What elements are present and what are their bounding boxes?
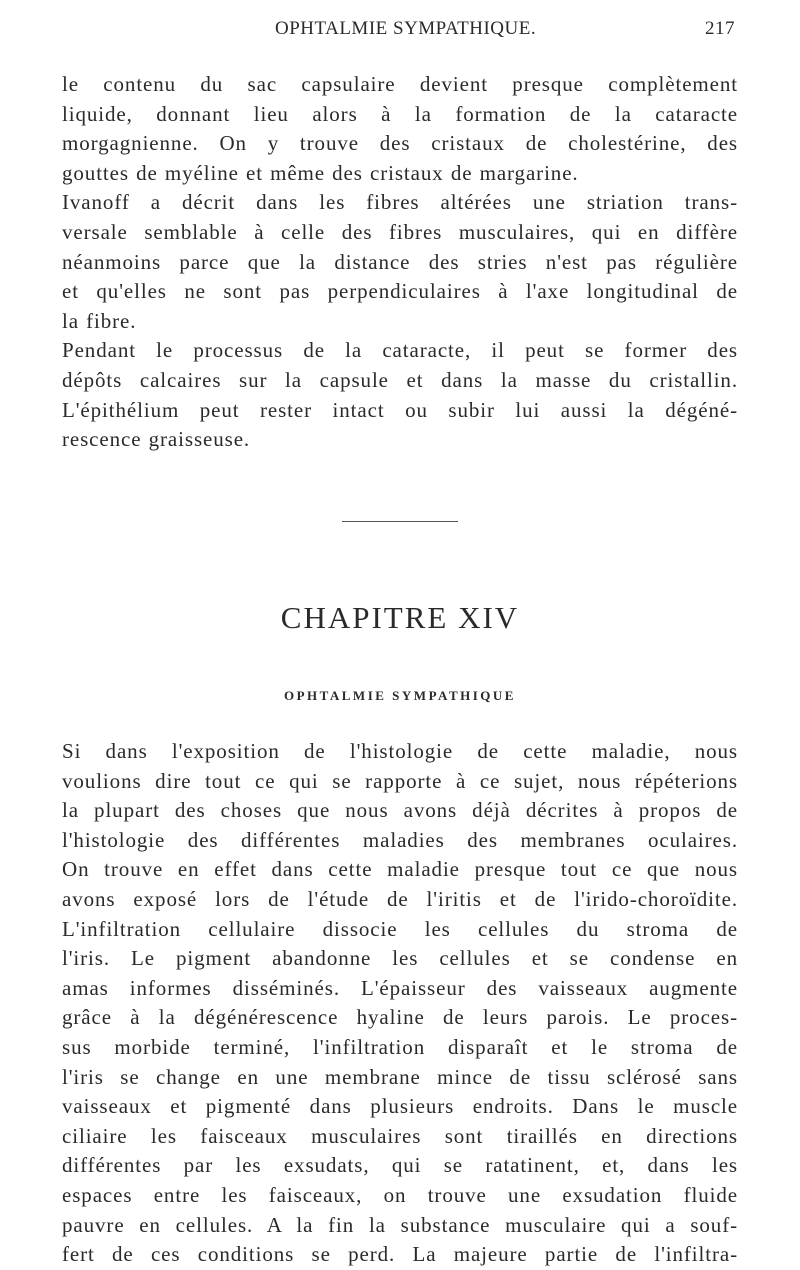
running-header <box>275 18 735 48</box>
running-title: OPHTALMIE SYMPATHIQUE. <box>275 18 537 39</box>
body-text-section-2 <box>62 737 738 1270</box>
text-line: et qu'elles ne sont pas perpendiculaires à l'axe longitudinal de <box>62 279 738 304</box>
text-line: versale semblable à celle des fibres musculaires, qui en diffère <box>62 219 738 244</box>
text-line: Pendant le processus de la cataracte, il peut se former des <box>62 338 738 363</box>
text-line: l'iris se change en une membrane mince de tissu sclérosé sans <box>62 1064 738 1089</box>
text-line: Ivanoff a décrit dans les fibres altérées une striation trans- <box>62 190 738 215</box>
text-line: liquide, donnant lieu alors à la formation de la cataracte <box>62 101 738 126</box>
body-text-section-1 <box>62 70 738 455</box>
text-line: Si dans l'exposition de l'histologie de cette maladie, nous <box>62 739 738 763</box>
text-line: avons exposé lors de l'étude de l'iritis et de l'irido-choroïdite. <box>62 886 738 911</box>
chapter-subtitle: OPHTALMIE SYMPATHIQUE <box>284 688 516 703</box>
text-line: la fibre. <box>62 308 137 333</box>
text-line: la plupart des choses que nous avons déjà décrites à propos de <box>62 798 738 823</box>
text-line: fert de ces conditions se perd. La majeure partie de l'infiltra- <box>62 1242 738 1267</box>
page-number: 217 <box>705 18 735 39</box>
text-line: voulions dire tout ce qui se rapporte à ce sujet, nous répéterions <box>62 768 738 793</box>
text-line: différentes par les exsudats, qui se ratatinent, et, dans les <box>62 1153 738 1178</box>
text-line: dépôts calcaires sur la capsule et dans la masse du cristallin. <box>62 367 738 392</box>
text-line: le contenu du sac capsulaire devient presque complètement <box>62 72 738 96</box>
text-line: L'infiltration cellulaire dissocie les cellules du stroma de <box>62 916 738 941</box>
text-line: néanmoins parce que la distance des stries n'est pas régulière <box>62 249 738 274</box>
text-line: espaces entre les faisceaux, on trouve une exsudation fluide <box>62 1182 738 1207</box>
text-line: gouttes de myéline et même des cristaux de margarine. <box>62 160 579 185</box>
text-line: On trouve en effet dans cette maladie presque tout ce que nous <box>62 857 738 882</box>
chapter-title: CHAPITRE XIV <box>280 600 520 635</box>
text-line: pauvre en cellules. A la fin la substance musculaire qui a souf- <box>62 1212 738 1237</box>
text-line: morgagnienne. On y trouve des cristaux de cholestérine, des <box>62 131 738 156</box>
text-line: sus morbide terminé, l'infiltration disparaît et le stroma de <box>62 1034 738 1059</box>
text-line: vaisseaux et pigmenté dans plusieurs endroits. Dans le muscle <box>62 1094 738 1119</box>
section-divider <box>342 521 458 522</box>
text-line: grâce à la dégénérescence hyaline de leurs parois. Le proces- <box>62 1005 738 1030</box>
text-line: rescence graisseuse. <box>62 427 251 452</box>
text-line: ciliaire les faisceaux musculaires sont tiraillés en directions <box>62 1123 738 1148</box>
text-line: l'histologie des différentes maladies des membranes oculaires. <box>62 827 738 852</box>
text-line: l'iris. Le pigment abandonne les cellules et se condense en <box>62 946 738 971</box>
text-line: amas informes disséminés. L'épaisseur des vaisseaux augmente <box>62 975 738 1000</box>
text-line: L'épithélium peut rester intact ou subir lui aussi la dégéné- <box>62 397 738 422</box>
